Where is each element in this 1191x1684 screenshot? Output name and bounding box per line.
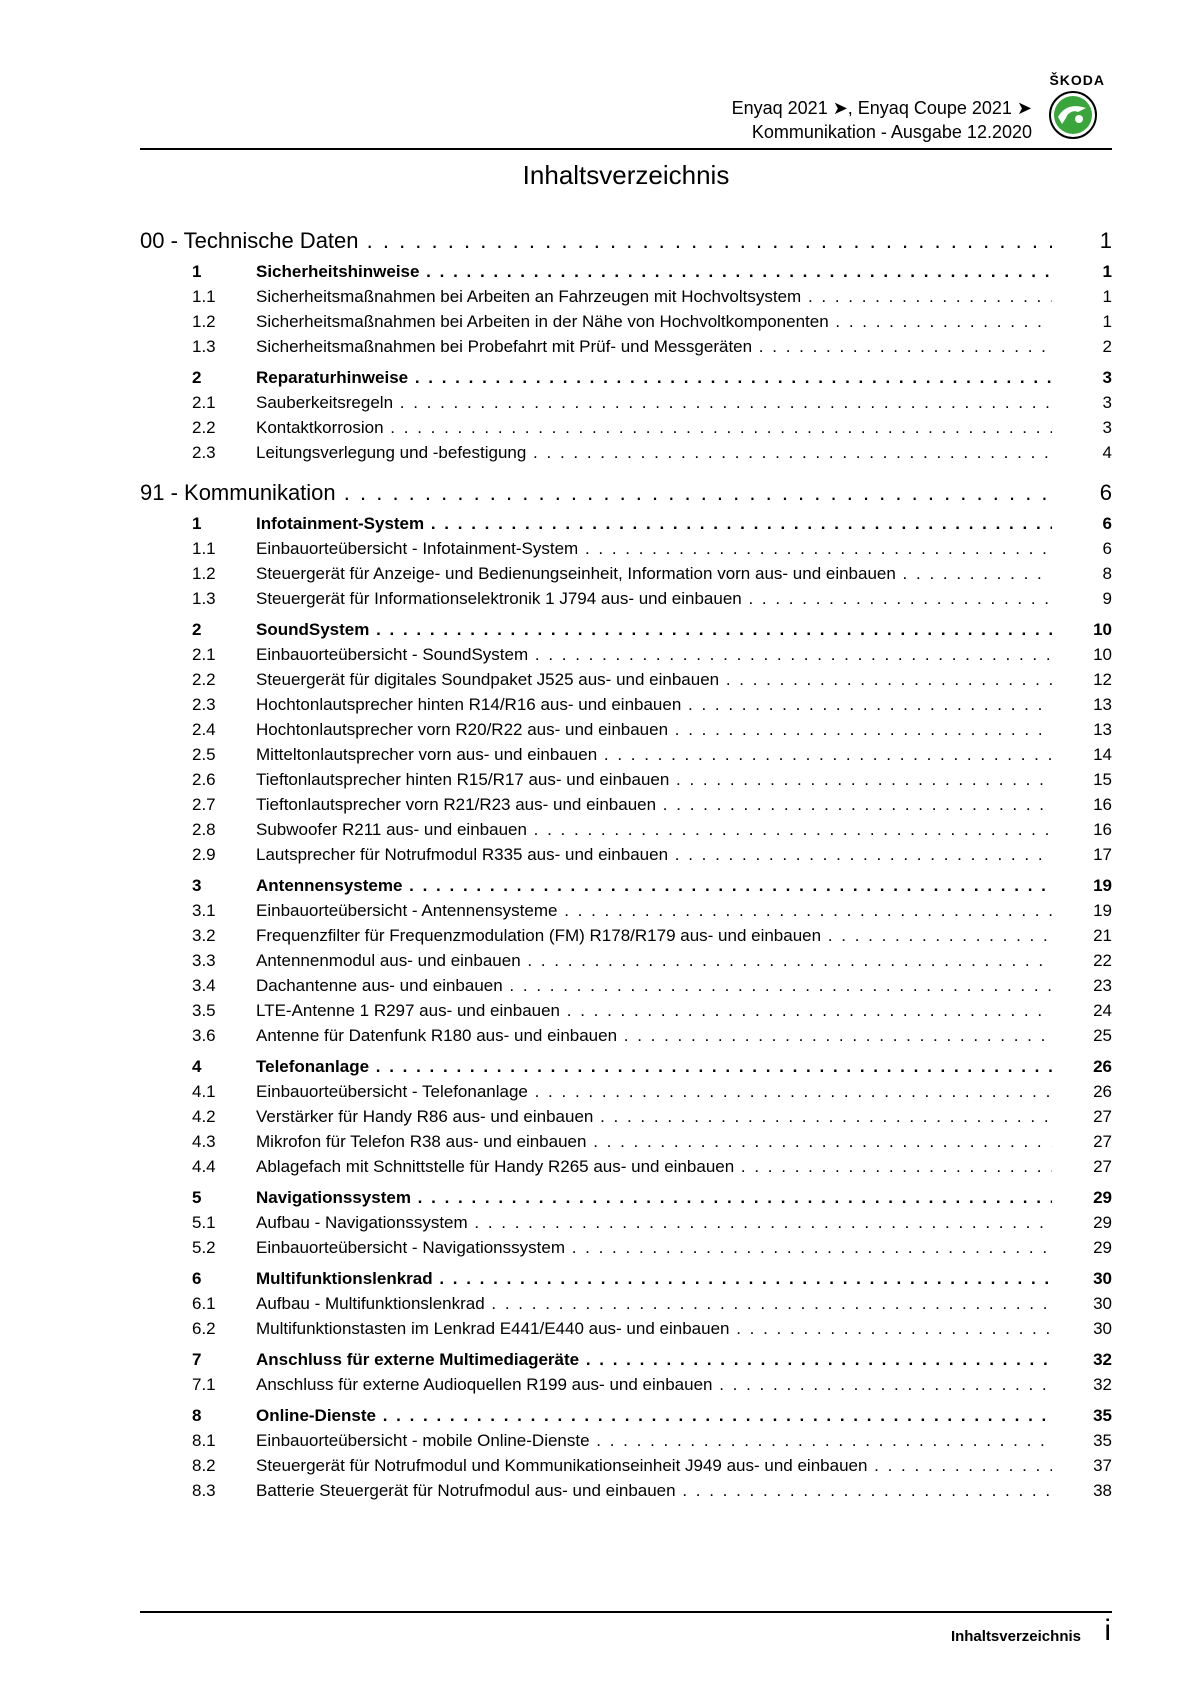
entry-page: 4 <box>1102 443 1112 462</box>
toc-subsection[interactable] <box>140 589 1112 614</box>
entry-title: Mitteltonlautsprecher vorn aus- und einbauen . . . <box>256 745 1052 765</box>
entry-page: 15 <box>1093 770 1112 789</box>
entry-title: Telefonanlage . . . <box>256 1057 1052 1077</box>
entry-number: 7.1 <box>192 1375 216 1394</box>
entry-title: Navigationssystem . . . <box>256 1188 1052 1208</box>
entry-page: 24 <box>1093 1001 1112 1020</box>
entry-number: 4 <box>192 1057 202 1076</box>
entry-page: 29 <box>1093 1188 1112 1207</box>
entry-page: 9 <box>1102 589 1112 608</box>
toc-subsection[interactable] <box>140 976 1112 1001</box>
entry-number: 2.3 <box>192 443 216 462</box>
entry-title: Aufbau - Navigationssystem . . . <box>256 1213 1052 1233</box>
entry-title: Hochtonlautsprecher hinten R14/R16 aus- und einbauen . . . <box>256 695 1052 715</box>
toc-subsection[interactable] <box>140 312 1112 337</box>
footer-page-number: i <box>1104 1614 1111 1647</box>
entry-number: 3.6 <box>192 1026 216 1045</box>
toc-subsection[interactable] <box>140 770 1112 795</box>
toc-subsection[interactable] <box>140 1319 1112 1344</box>
toc-subsection[interactable] <box>140 1431 1112 1456</box>
entry-page: 25 <box>1093 1026 1112 1045</box>
entry-number: 8.1 <box>192 1431 216 1450</box>
entry-page: 6 <box>1102 539 1112 558</box>
toc-subsection[interactable] <box>140 1375 1112 1400</box>
entry-page: 12 <box>1093 670 1112 689</box>
entry-number: 5.2 <box>192 1238 216 1257</box>
entry-page: 32 <box>1093 1350 1112 1369</box>
toc-section[interactable] <box>140 262 1112 287</box>
entry-number: 2.5 <box>192 745 216 764</box>
page-title: Inhaltsverzeichnis <box>522 160 730 190</box>
entry-number: 6 <box>192 1269 202 1288</box>
entry-title: Kontaktkorrosion . . . <box>256 418 1052 438</box>
toc-subsection[interactable] <box>140 1107 1112 1132</box>
toc-subsection[interactable] <box>140 564 1112 589</box>
entry-title: Leitungsverlegung und -befestigung . . . <box>256 443 1052 463</box>
entry-page: 17 <box>1093 845 1112 864</box>
header-edition-line: Kommunikation - Ausgabe 12.2020 <box>751 122 1032 142</box>
toc-subsection[interactable] <box>140 1157 1112 1182</box>
entry-page: 22 <box>1093 951 1112 970</box>
entry-title: Steuergerät für Notrufmodul und Kommunikationseinheit J949 aus- und einbauen . . . <box>256 1456 1052 1476</box>
toc-section[interactable] <box>140 1350 1112 1375</box>
entry-title: Einbauorteübersicht - Antennensysteme . . . <box>256 901 1052 921</box>
entry-number: 3.1 <box>192 901 216 920</box>
entry-page: 14 <box>1093 745 1112 764</box>
entry-title: Mikrofon für Telefon R38 aus- und einbauen . . . <box>256 1132 1052 1152</box>
entry-number: 2.6 <box>192 770 216 789</box>
entry-title: Verstärker für Handy R86 aus- und einbauen . . . <box>256 1107 1052 1127</box>
entry-title: Steuergerät für digitales Soundpaket J525 aus- und einbauen . . . <box>256 670 1052 690</box>
entry-number: 5 <box>192 1188 202 1207</box>
entry-page: 16 <box>1093 820 1112 839</box>
entry-page: 10 <box>1093 645 1112 664</box>
entry-number: 4.2 <box>192 1107 216 1126</box>
entry-title: Hochtonlautsprecher vorn R20/R22 aus- und einbauen . . . <box>256 720 1052 740</box>
toc-subsection[interactable] <box>140 443 1112 468</box>
entry-title: Tieftonlautsprecher vorn R21/R23 aus- und einbauen . . . <box>256 795 1052 815</box>
entry-number: 1.1 <box>192 539 216 558</box>
entry-page: 3 <box>1102 393 1112 412</box>
entry-page: 30 <box>1093 1294 1112 1313</box>
entry-page: 26 <box>1093 1082 1112 1101</box>
entry-number: 1.3 <box>192 337 216 356</box>
entry-number: 3.4 <box>192 976 216 995</box>
entry-title: Batterie Steuergerät für Notrufmodul aus- und einbauen . . . <box>256 1481 1052 1501</box>
entry-page: 38 <box>1093 1481 1112 1500</box>
toc-subsection[interactable] <box>140 720 1112 745</box>
entry-page: 1 <box>1102 287 1112 306</box>
toc-subsection[interactable] <box>140 1132 1112 1157</box>
toc-section[interactable] <box>140 1406 1112 1431</box>
entry-number: 3.5 <box>192 1001 216 1020</box>
entry-number: 2.1 <box>192 393 216 412</box>
entry-page: 29 <box>1093 1238 1112 1257</box>
entry-number: 2.9 <box>192 845 216 864</box>
entry-number: 2.3 <box>192 695 216 714</box>
toc-subsection[interactable] <box>140 745 1112 770</box>
toc-subsection[interactable] <box>140 1001 1112 1026</box>
entry-title: Sicherheitsmaßnahmen bei Probefahrt mit Prüf- und Messgeräten . . . <box>256 337 1052 357</box>
entry-number: 3.2 <box>192 926 216 945</box>
toc-section[interactable] <box>140 1057 1112 1082</box>
toc-subsection[interactable] <box>140 901 1112 926</box>
header-model-line: Enyaq 2021 ➤, Enyaq Coupe 2021 ➤ <box>731 98 1032 118</box>
entry-title: SoundSystem . . . <box>256 620 1052 640</box>
entry-title: Frequenzfilter für Frequenzmodulation (FM) R178/R179 aus- und einbauen . . . <box>256 926 1052 946</box>
entry-title: LTE-Antenne 1 R297 aus- und einbauen . . . <box>256 1001 1052 1021</box>
entry-title: Multifunktionstasten im Lenkrad E441/E440 aus- und einbauen . . . <box>256 1319 1052 1339</box>
entry-page: 35 <box>1093 1406 1112 1425</box>
toc-chapter[interactable] <box>140 228 1112 260</box>
entry-number: 2 <box>192 620 202 639</box>
entry-number: 2.8 <box>192 820 216 839</box>
toc-subsection[interactable] <box>140 951 1112 976</box>
entry-number: 7 <box>192 1350 202 1369</box>
entry-number: 2.2 <box>192 418 216 437</box>
toc-subsection[interactable] <box>140 645 1112 670</box>
entry-title: Steuergerät für Informationselektronik 1 J794 aus- und einbauen . . . <box>256 589 1052 609</box>
entry-page: 3 <box>1102 418 1112 437</box>
entry-title: Einbauorteübersicht - Navigationssystem . . . <box>256 1238 1052 1258</box>
entry-title: Anschluss für externe Multimediageräte . . . <box>256 1350 1052 1370</box>
entry-page: 37 <box>1093 1456 1112 1475</box>
entry-page: 26 <box>1093 1057 1112 1076</box>
entry-number: 1.2 <box>192 312 216 331</box>
entry-page: 23 <box>1093 976 1112 995</box>
toc-subsection[interactable] <box>140 393 1112 418</box>
entry-page: 2 <box>1102 337 1112 356</box>
entry-number: 1.3 <box>192 589 216 608</box>
entry-title: Ablagefach mit Schnittstelle für Handy R265 aus- und einbauen . . . <box>256 1157 1052 1177</box>
entry-page: 3 <box>1102 368 1112 387</box>
entry-number: 4.4 <box>192 1157 216 1176</box>
entry-page: 35 <box>1093 1431 1112 1450</box>
entry-number: 6.1 <box>192 1294 216 1313</box>
entry-title: Antennensysteme . . . <box>256 876 1052 896</box>
entry-number: 5.1 <box>192 1213 216 1232</box>
toc-subsection[interactable] <box>140 337 1112 362</box>
toc-subsection[interactable] <box>140 1481 1112 1506</box>
entry-title: Einbauorteübersicht - SoundSystem . . . <box>256 645 1052 665</box>
toc-subsection[interactable] <box>140 820 1112 845</box>
chapter-page: 6 <box>1099 480 1112 505</box>
entry-title: Anschluss für externe Audioquellen R199 aus- und einbauen . . . <box>256 1375 1052 1395</box>
entry-title: Steuergerät für Anzeige- und Bedienungseinheit, Information vorn aus- und einbauen . . . <box>256 564 1052 584</box>
entry-number: 4.3 <box>192 1132 216 1151</box>
entry-page: 19 <box>1093 876 1112 895</box>
toc-section[interactable] <box>140 876 1112 901</box>
entry-title: Sicherheitsmaßnahmen bei Arbeiten an Fahrzeugen mit Hochvoltsystem . . . <box>256 287 1052 307</box>
entry-title: Lautsprecher für Notrufmodul R335 aus- und einbauen . . . <box>256 845 1052 865</box>
entry-title: Infotainment-System . . . <box>256 514 1052 534</box>
entry-title: Subwoofer R211 aus- und einbauen . . . <box>256 820 1052 840</box>
entry-number: 8.3 <box>192 1481 216 1500</box>
entry-number: 2.1 <box>192 645 216 664</box>
entry-number: 1.2 <box>192 564 216 583</box>
entry-title: Multifunktionslenkrad . . . <box>256 1269 1052 1289</box>
footer-divider <box>140 1611 1112 1613</box>
entry-title: Antenne für Datenfunk R180 aus- und einbauen . . . <box>256 1026 1052 1046</box>
page-header <box>140 66 1112 150</box>
toc-subsection[interactable] <box>140 926 1112 951</box>
entry-page: 32 <box>1093 1375 1112 1394</box>
entry-number: 1 <box>192 514 202 533</box>
entry-number: 2 <box>192 368 202 387</box>
entry-number: 2.2 <box>192 670 216 689</box>
entry-page: 13 <box>1093 720 1112 739</box>
entry-number: 2.4 <box>192 720 216 739</box>
entry-number: 6.2 <box>192 1319 216 1338</box>
entry-number: 2.7 <box>192 795 216 814</box>
entry-title: Einbauorteübersicht - Telefonanlage . . . <box>256 1082 1052 1102</box>
entry-page: 27 <box>1093 1157 1112 1176</box>
entry-page: 30 <box>1093 1269 1112 1288</box>
entry-number: 3 <box>192 876 202 895</box>
entry-title: Einbauorteübersicht - Infotainment-System . . . <box>256 539 1052 559</box>
entry-number: 1 <box>192 262 202 281</box>
entry-number: 8 <box>192 1406 202 1425</box>
toc-subsection[interactable] <box>140 539 1112 564</box>
entry-title: Sicherheitsmaßnahmen bei Arbeiten in der Nähe von Hochvoltkomponenten . . . <box>256 312 1052 332</box>
entry-page: 16 <box>1093 795 1112 814</box>
toc-subsection[interactable] <box>140 1456 1112 1481</box>
entry-page: 6 <box>1102 514 1112 533</box>
toc-subsection[interactable] <box>140 695 1112 720</box>
toc-subsection[interactable] <box>140 1213 1112 1238</box>
entry-page: 1 <box>1102 262 1112 281</box>
entry-title: Tieftonlautsprecher hinten R15/R17 aus- und einbauen . . . <box>256 770 1052 790</box>
entry-title: Antennenmodul aus- und einbauen . . . <box>256 951 1052 971</box>
toc-subsection[interactable] <box>140 795 1112 820</box>
brand-wordmark: ŠKODA <box>1049 72 1105 88</box>
entry-page: 27 <box>1093 1107 1112 1126</box>
entry-title: Aufbau - Multifunktionslenkrad . . . <box>256 1294 1052 1314</box>
entry-title: Dachantenne aus- und einbauen . . . <box>256 976 1052 996</box>
entry-title: Reparaturhinweise . . . <box>256 368 1052 388</box>
toc-subsection[interactable] <box>140 845 1112 870</box>
entry-page: 21 <box>1093 926 1112 945</box>
table-of-contents <box>140 228 1112 1506</box>
toc-section[interactable] <box>140 620 1112 645</box>
toc-subsection[interactable] <box>140 1238 1112 1263</box>
entry-title: Einbauorteübersicht - mobile Online-Dienste . . . <box>256 1431 1052 1451</box>
entry-number: 3.3 <box>192 951 216 970</box>
toc-subsection[interactable] <box>140 670 1112 695</box>
entry-title: Sauberkeitsregeln . . . <box>256 393 1052 413</box>
toc-section[interactable] <box>140 368 1112 393</box>
entry-number: 8.2 <box>192 1456 216 1475</box>
entry-page: 10 <box>1093 620 1112 639</box>
toc-subsection[interactable] <box>140 418 1112 443</box>
toc-subsection[interactable] <box>140 1082 1112 1107</box>
entry-title: Sicherheitshinweise . . . <box>256 262 1052 282</box>
chapter-page: 1 <box>1099 228 1112 253</box>
entry-number: 1.1 <box>192 287 216 306</box>
toc-section[interactable] <box>140 1188 1112 1213</box>
toc-subsection[interactable] <box>140 1294 1112 1319</box>
chapter-title: 00 - Technische Daten . . . <box>140 228 1052 254</box>
entry-title: Online-Dienste . . . <box>256 1406 1052 1426</box>
entry-page: 1 <box>1102 312 1112 331</box>
toc-subsection[interactable] <box>140 1026 1112 1051</box>
entry-page: 30 <box>1093 1319 1112 1338</box>
toc-section[interactable] <box>140 1269 1112 1294</box>
toc-chapter[interactable] <box>140 480 1112 512</box>
toc-subsection[interactable] <box>140 287 1112 312</box>
entry-number: 4.1 <box>192 1082 216 1101</box>
footer-label: Inhaltsverzeichnis <box>950 1628 1081 1645</box>
entry-page: 8 <box>1102 564 1112 583</box>
entry-page: 19 <box>1093 901 1112 920</box>
entry-page: 29 <box>1093 1213 1112 1232</box>
skoda-logo-icon <box>1048 90 1098 140</box>
entry-page: 27 <box>1093 1132 1112 1151</box>
chapter-title: 91 - Kommunikation . . . <box>140 480 1052 506</box>
header-divider <box>140 148 1112 150</box>
toc-section[interactable] <box>140 514 1112 539</box>
entry-page: 13 <box>1093 695 1112 714</box>
